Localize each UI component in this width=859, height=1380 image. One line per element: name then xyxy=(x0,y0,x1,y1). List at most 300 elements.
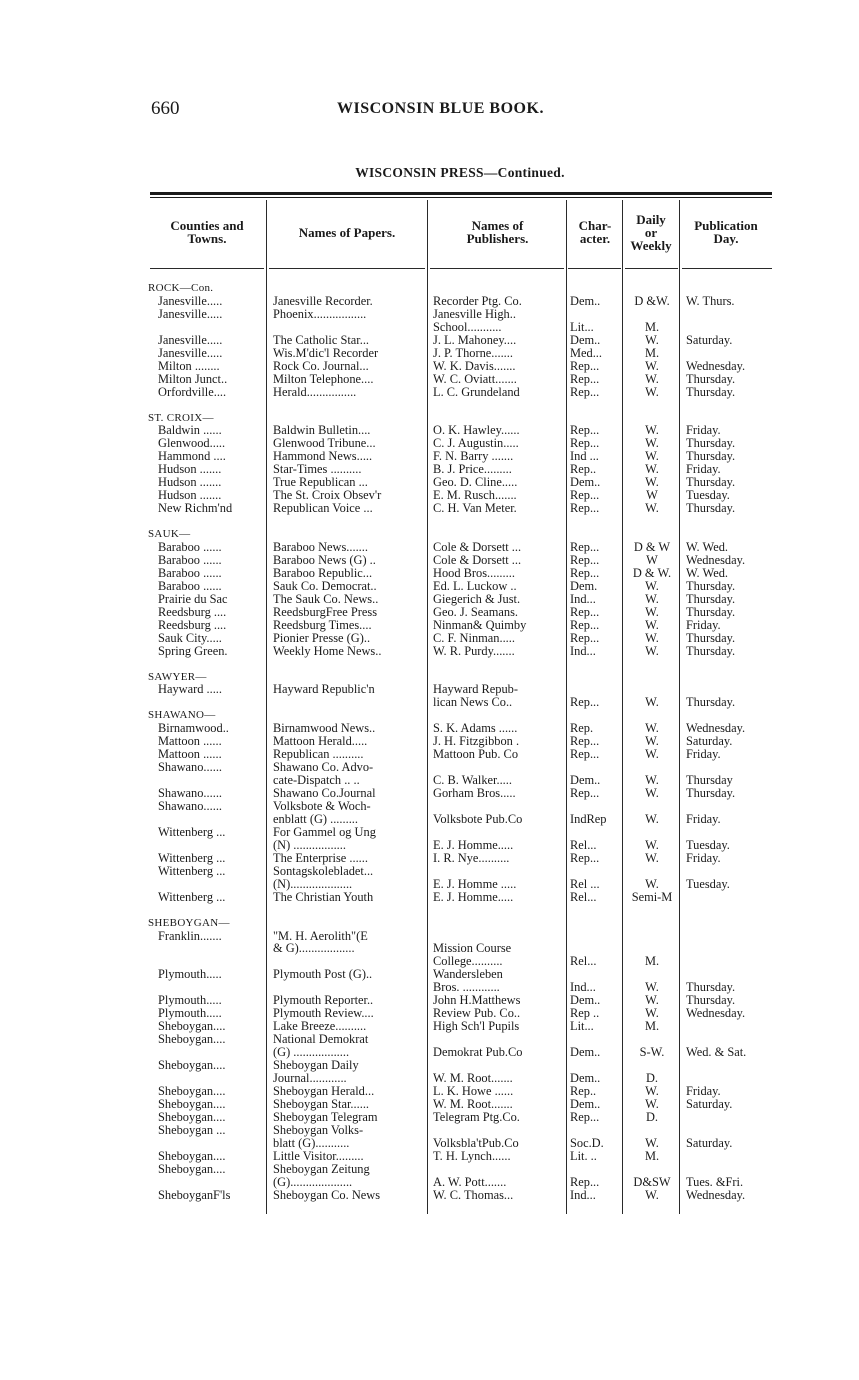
town-cell: Baldwin ...... xyxy=(158,424,222,438)
column-header-line: Counties and xyxy=(170,218,244,233)
publication-day-cell: Thursday. xyxy=(686,695,736,710)
publication-day-cell: Thursday. xyxy=(686,993,736,1008)
character-cell: Rep... xyxy=(570,696,600,710)
table-row xyxy=(0,334,859,347)
paper-name-cell: cate-Dispatch .. .. xyxy=(273,774,360,788)
table-row xyxy=(0,800,859,813)
publication-day-cell: Wednesday. xyxy=(686,1187,746,1202)
publication-day-cell: Thursday. xyxy=(686,475,736,490)
character-cell: Lit. .. xyxy=(570,1149,597,1163)
publisher-cell: Demokrat Pub.Co xyxy=(433,1046,523,1059)
publisher-cell: Hood Bros......... xyxy=(433,566,515,580)
frequency-cell: W. xyxy=(645,617,659,632)
paper-name-cell: The Sauk Co. News.. xyxy=(273,592,379,606)
publisher-cell: Wandersleben xyxy=(433,968,503,982)
publication-day-cell: Saturday. xyxy=(686,332,733,347)
publication-day-cell: Thursday. xyxy=(686,591,736,606)
publisher-cell: J. P. Thorne....... xyxy=(433,346,513,360)
frequency-cell: W. xyxy=(645,721,659,736)
publisher-cell: C. H. Van Meter. xyxy=(433,502,517,516)
publication-day-cell: W. Wed. xyxy=(686,565,729,580)
paper-name-cell: Sheboygan Star...... xyxy=(273,1097,370,1111)
frequency-cell: W xyxy=(646,552,658,567)
frequency-cell: W. xyxy=(645,643,659,658)
town-cell: Sheboygan ... xyxy=(158,1123,226,1137)
frequency-cell: W. xyxy=(645,734,659,749)
publication-day-cell: W. Wed. xyxy=(686,540,729,554)
table-row xyxy=(0,813,859,826)
table-row xyxy=(0,1020,859,1033)
town-cell: Shawano...... xyxy=(158,787,223,800)
town-cell: Baraboo ...... xyxy=(158,579,222,593)
table-row xyxy=(0,450,859,463)
town-cell: Wittenberg ... xyxy=(158,890,226,904)
frequency-cell: Semi-M xyxy=(631,889,673,904)
publication-day-cell: Tuesday. xyxy=(686,837,730,852)
publisher-cell: E. M. Rusch....... xyxy=(433,489,517,503)
frequency-cell: D & W. xyxy=(632,565,672,580)
town-cell: Sauk City..... xyxy=(158,631,222,645)
header-rule xyxy=(150,268,264,269)
town-cell: Janesville..... xyxy=(158,307,223,321)
character-cell: Rep... xyxy=(570,541,600,554)
town-cell: Plymouth..... xyxy=(158,994,222,1008)
paper-name-cell: ReedsburgFree Press xyxy=(273,605,378,619)
paper-name-cell: Glenwood Tribune... xyxy=(273,437,376,451)
county-heading: SHAWANO— xyxy=(148,709,216,722)
publication-day-cell: Friday. xyxy=(686,617,721,632)
column-header-line: acter. xyxy=(579,231,611,246)
character-cell: Rel... xyxy=(570,955,597,969)
character-cell: Rep... xyxy=(570,605,600,619)
publication-day-cell: Saturday. xyxy=(686,1096,733,1111)
book-title: WISCONSIN BLUE BOOK. xyxy=(337,100,544,117)
paper-name-cell: Baraboo Republic... xyxy=(273,566,373,580)
character-cell: Dem.. xyxy=(570,774,601,788)
town-cell: Wittenberg ... xyxy=(158,864,226,878)
character-cell: Rep... xyxy=(570,359,600,373)
character-cell: Rep... xyxy=(570,502,600,516)
publisher-cell: Geo. J. Seamans. xyxy=(433,605,518,619)
table-row xyxy=(0,891,859,904)
frequency-cell: W. xyxy=(645,501,659,516)
paper-name-cell: The Enterprise ...... xyxy=(273,851,368,865)
table-row xyxy=(0,606,859,619)
table-row xyxy=(0,1085,859,1098)
frequency-cell: W. xyxy=(645,980,659,995)
table-row xyxy=(0,515,859,528)
character-cell: Dem.. xyxy=(570,1046,601,1059)
table-row xyxy=(0,671,859,684)
table-row xyxy=(0,1150,859,1163)
paper-name-cell: Janesville Recorder. xyxy=(273,294,373,308)
character-cell: Rel ... xyxy=(570,877,600,891)
publication-day-cell: Thursday. xyxy=(686,371,736,386)
town-cell: Hudson ....... xyxy=(158,463,222,477)
table-row xyxy=(0,942,859,955)
frequency-cell: D. xyxy=(645,1070,659,1085)
publisher-cell: College.......... xyxy=(433,955,503,969)
character-cell: Ind... xyxy=(570,592,596,606)
header-rule xyxy=(430,268,564,269)
paper-name-cell: (N) ................. xyxy=(273,838,346,852)
character-cell: Lit... xyxy=(570,1020,594,1034)
paper-name-cell: enblatt (G) ......... xyxy=(273,812,358,826)
top-rule-thin xyxy=(150,197,772,198)
paper-name-cell: Sheboygan Co. News xyxy=(273,1188,381,1202)
character-cell: Med... xyxy=(570,346,603,360)
publication-day-cell: Thursday. xyxy=(686,436,736,451)
town-cell: Sheboygan.... xyxy=(158,1097,226,1111)
town-cell: Wittenberg ... xyxy=(158,851,226,865)
paper-name-cell: Sheboygan Herald... xyxy=(273,1084,375,1098)
character-cell: Rep... xyxy=(570,372,600,386)
paper-name-cell: Herald................ xyxy=(273,385,357,399)
town-cell: Milton Junct.. xyxy=(158,372,228,386)
paper-name-cell: Hammond News..... xyxy=(273,450,373,464)
column-header-line: Publication xyxy=(694,218,758,233)
publication-day-cell: Friday. xyxy=(686,747,721,762)
table-row xyxy=(0,1163,859,1176)
frequency-cell: W. xyxy=(645,332,659,347)
frequency-cell: W. xyxy=(645,578,659,593)
publication-day-cell: Thursday. xyxy=(686,630,736,645)
header-rule xyxy=(625,268,678,269)
column-header-papers xyxy=(268,226,426,239)
frequency-cell: W. xyxy=(645,384,659,399)
table-row xyxy=(0,1072,859,1085)
table-row xyxy=(0,295,859,308)
publisher-cell: Mission Course xyxy=(433,942,512,956)
table-row xyxy=(0,554,859,567)
town-cell: Milton ........ xyxy=(158,359,220,373)
frequency-cell: W. xyxy=(645,591,659,606)
publisher-cell: W. M. Root....... xyxy=(433,1071,513,1085)
frequency-cell: W. xyxy=(645,811,659,826)
frequency-cell: W. xyxy=(645,371,659,386)
paper-name-cell: Lake Breeze.......... xyxy=(273,1020,367,1034)
character-cell: Dem.. xyxy=(570,294,601,308)
table-row xyxy=(0,412,859,425)
publisher-cell: A. W. Pott....... xyxy=(433,1175,507,1189)
paper-name-cell: Rock Co. Journal... xyxy=(273,359,369,373)
character-cell: Rep... xyxy=(570,1110,600,1124)
publication-day-cell: Thursday. xyxy=(686,578,736,593)
character-cell: Rep.. xyxy=(570,1084,597,1098)
paper-name-cell: Baraboo News....... xyxy=(273,541,368,554)
column-header-line: Weekly xyxy=(630,238,672,253)
character-cell: Dem.. xyxy=(570,1097,601,1111)
frequency-cell: D&SW xyxy=(633,1174,671,1189)
character-cell: Rep... xyxy=(570,437,600,451)
frequency-cell: D & W xyxy=(633,540,671,554)
town-cell: Sheboygan.... xyxy=(158,1059,226,1072)
town-cell: Shawano...... xyxy=(158,800,223,813)
publication-day-cell: Thursday. xyxy=(686,449,736,464)
publication-day-cell: Wednesday. xyxy=(686,1006,746,1021)
table-row xyxy=(0,386,859,399)
column-header-daily-weekly xyxy=(623,213,679,252)
paper-name-cell: For Gammel og Ung xyxy=(273,825,376,839)
frequency-cell: M. xyxy=(644,345,660,360)
table-row xyxy=(0,1098,859,1111)
table-row xyxy=(0,567,859,580)
publisher-cell: W. K. Davis....... xyxy=(433,359,516,373)
frequency-cell: M. xyxy=(644,1148,660,1163)
publication-day-cell: Thursday. xyxy=(686,643,736,658)
table-row xyxy=(0,748,859,761)
paper-name-cell: The Christian Youth xyxy=(273,890,374,904)
table-row xyxy=(0,1007,859,1020)
character-cell: Lit... xyxy=(570,320,594,334)
character-cell: Dem. xyxy=(570,579,598,593)
town-cell: Baraboo ...... xyxy=(158,566,222,580)
publication-day-cell: Thursday. xyxy=(686,786,736,800)
character-cell: Rep... xyxy=(570,748,600,762)
frequency-cell: W. xyxy=(645,837,659,852)
publisher-cell: Ed. L. Luckow .. xyxy=(433,579,517,593)
town-cell: New Richm'nd xyxy=(158,502,233,516)
character-cell: Rep... xyxy=(570,618,600,632)
column-header-line: Towns. xyxy=(187,231,227,246)
table-row xyxy=(0,321,859,334)
table-row xyxy=(0,1111,859,1124)
character-cell: Rel... xyxy=(570,838,597,852)
publisher-cell: W. C. Oviatt....... xyxy=(433,372,517,386)
paper-name-cell: Star-Times .......... xyxy=(273,463,362,477)
frequency-cell: W. xyxy=(645,1096,659,1111)
frequency-cell: W. xyxy=(645,747,659,762)
frequency-cell: W. xyxy=(645,462,659,477)
table-row xyxy=(0,1176,859,1189)
publisher-cell: E. J. Homme ..... xyxy=(433,877,517,891)
publisher-cell: High Sch'l Pupils xyxy=(433,1020,520,1034)
publisher-cell: Telegram Ptg.Co. xyxy=(433,1110,520,1124)
publication-day-cell: Friday. xyxy=(686,811,721,826)
character-cell: Rep... xyxy=(570,851,600,865)
town-cell: Hayward ..... xyxy=(158,683,222,697)
column-header-character xyxy=(567,219,623,245)
table-row xyxy=(0,930,859,943)
table-row xyxy=(0,1059,859,1072)
character-cell: Rep. xyxy=(570,722,594,736)
town-cell: Reedsburg .... xyxy=(158,618,227,632)
frequency-cell: M. xyxy=(644,319,660,334)
paper-name-cell: Republican Voice ... xyxy=(273,502,373,516)
frequency-cell: M. xyxy=(644,1019,660,1034)
county-heading: SAWYER— xyxy=(148,670,207,683)
publication-day-cell: Wednesday. xyxy=(686,358,746,373)
town-cell: Hammond .... xyxy=(158,450,226,464)
table-row xyxy=(0,787,859,800)
town-cell: Plymouth..... xyxy=(158,968,222,982)
table-row xyxy=(0,696,859,709)
frequency-cell: W. xyxy=(645,630,659,645)
publisher-cell: Volksbote Pub.Co xyxy=(433,812,523,826)
town-cell: Mattoon ...... xyxy=(158,748,222,762)
paper-name-cell: Plymouth Post (G).. xyxy=(273,968,373,982)
publisher-cell: B. J. Price......... xyxy=(433,463,512,477)
character-cell: Dem.. xyxy=(570,994,601,1008)
character-cell: Ind... xyxy=(570,1188,596,1202)
character-cell: Rep.. xyxy=(570,463,597,477)
publisher-cell: lican News Co.. xyxy=(433,696,513,710)
character-cell: Rep... xyxy=(570,385,600,399)
table-row xyxy=(0,580,859,593)
publisher-cell: Ninman& Quimby xyxy=(433,618,527,632)
table-row xyxy=(0,904,859,917)
paper-name-cell: True Republican ... xyxy=(273,476,368,490)
table-row xyxy=(0,865,859,878)
table-row xyxy=(0,360,859,373)
publisher-cell: Geo. D. Cline..... xyxy=(433,476,518,490)
publisher-cell: C. J. Augustin..... xyxy=(433,437,519,451)
publication-day-cell: Friday. xyxy=(686,423,721,438)
paper-name-cell: "M. H. Aerolith"(E xyxy=(273,929,368,943)
publisher-cell: J. L. Mahoney.... xyxy=(433,333,517,347)
column-header-line: Day. xyxy=(713,231,739,246)
publisher-cell: Mattoon Pub. Co xyxy=(433,748,519,762)
frequency-cell: W. xyxy=(645,993,659,1008)
paper-name-cell: Weekly Home News.. xyxy=(273,644,382,658)
publication-day-cell: Tuesday. xyxy=(686,876,730,891)
publisher-cell: S. K. Adams ...... xyxy=(433,722,518,736)
table-row xyxy=(0,839,859,852)
paper-name-cell: Sontagskolebladet... xyxy=(273,864,374,878)
table-row xyxy=(0,308,859,321)
publisher-cell: L. K. Howe ...... xyxy=(433,1084,514,1098)
publication-day-cell: Friday. xyxy=(686,462,721,477)
publisher-cell: Bros. ............ xyxy=(433,981,500,995)
character-cell: Ind ... xyxy=(570,450,599,464)
publisher-cell: Giegerich & Just. xyxy=(433,592,521,606)
frequency-cell: W. xyxy=(645,358,659,373)
town-cell: Wittenberg ... xyxy=(158,825,226,839)
town-cell: Janesville..... xyxy=(158,294,223,308)
publication-day-cell: W. Thurs. xyxy=(686,293,735,308)
table-row xyxy=(0,593,859,606)
paper-name-cell: Volksbote & Woch- xyxy=(273,800,371,813)
publication-day-cell: Wed. & Sat. xyxy=(686,1045,747,1059)
frequency-cell: W. xyxy=(645,850,659,865)
publisher-cell: C. B. Walker..... xyxy=(433,774,512,788)
table-row xyxy=(0,852,859,865)
paper-name-cell: Wis.M'dic'l Recorder xyxy=(273,346,379,360)
town-cell: Franklin....... xyxy=(158,929,222,943)
table-row xyxy=(0,619,859,632)
table-row xyxy=(0,826,859,839)
table-row xyxy=(0,399,859,412)
county-heading: ST. CROIX— xyxy=(148,411,214,424)
paper-name-cell: Republican .......... xyxy=(273,748,364,762)
paper-name-cell: Little Visitor......... xyxy=(273,1149,364,1163)
frequency-cell: M. xyxy=(644,954,660,969)
town-cell: Plymouth..... xyxy=(158,1007,222,1021)
town-cell: Baraboo ...... xyxy=(158,553,222,567)
table-row xyxy=(0,735,859,748)
publisher-cell: Cole & Dorsett ... xyxy=(433,553,522,567)
publisher-cell: T. H. Lynch...... xyxy=(433,1149,511,1163)
character-cell: Rep... xyxy=(570,566,600,580)
paper-name-cell: Sheboygan Daily xyxy=(273,1059,359,1072)
header-rule xyxy=(269,268,425,269)
column-header-counties xyxy=(150,219,264,245)
publication-day-cell: Thursday. xyxy=(686,980,736,995)
frequency-cell: W xyxy=(646,488,658,503)
county-heading: ROCK—Con. xyxy=(148,282,214,294)
paper-name-cell: The Catholic Star... xyxy=(273,333,370,347)
town-cell: Sheboygan.... xyxy=(158,1149,226,1163)
table-row xyxy=(0,878,859,891)
publisher-cell: Hayward Repub- xyxy=(433,683,518,697)
character-cell: Ind... xyxy=(570,644,596,658)
publisher-cell: John H.Matthews xyxy=(433,994,521,1008)
publisher-cell: W. R. Purdy....... xyxy=(433,644,515,658)
publication-day-cell: Thursday. xyxy=(686,604,736,619)
town-cell: Janesville..... xyxy=(158,333,223,347)
top-rule-thick xyxy=(150,192,772,195)
publication-day-cell: Thursday xyxy=(686,773,733,788)
publication-day-cell: Saturday. xyxy=(686,734,733,749)
column-header-line: or xyxy=(644,225,658,240)
table-row xyxy=(0,658,859,671)
column-header-line: Names of Papers. xyxy=(298,225,396,240)
town-cell: Spring Green. xyxy=(158,644,228,658)
frequency-cell: D &W. xyxy=(634,293,670,308)
paper-name-cell: Mattoon Herald..... xyxy=(273,735,368,749)
frequency-cell: W. xyxy=(645,604,659,619)
table-row xyxy=(0,1189,859,1202)
publisher-cell: Janesville High.. xyxy=(433,307,516,321)
paper-name-cell: Hayward Republic'n xyxy=(273,683,375,697)
paper-name-cell: Plymouth Reporter.. xyxy=(273,994,374,1008)
paper-name-cell: Shawano Co.Journal xyxy=(273,787,376,800)
character-cell: Rep... xyxy=(570,735,600,749)
town-cell: Baraboo ...... xyxy=(158,541,222,554)
table-row xyxy=(0,476,859,489)
character-cell: Dem.. xyxy=(570,1071,601,1085)
paper-name-cell: Shawano Co. Advo- xyxy=(273,761,374,775)
table-row xyxy=(0,502,859,515)
publisher-cell: Volksbla'tPub.Co xyxy=(433,1136,519,1150)
publisher-cell: Gorham Bros..... xyxy=(433,787,516,800)
character-cell: Dem.. xyxy=(570,476,601,490)
frequency-cell: S-W. xyxy=(639,1045,665,1059)
paper-name-cell: Birnamwood News.. xyxy=(273,722,376,736)
town-cell: SheboyganF'ls xyxy=(158,1188,231,1202)
paper-name-cell: Pionier Presse (G).. xyxy=(273,631,371,645)
column-header-publication-day xyxy=(680,219,772,245)
table-row xyxy=(0,528,859,541)
town-cell: Glenwood..... xyxy=(158,437,226,451)
paper-name-cell: blatt (G)........... xyxy=(273,1136,350,1150)
frequency-cell: D. xyxy=(645,1109,659,1124)
paper-name-cell: & G).................. xyxy=(273,942,355,956)
publication-day-cell: Thursday. xyxy=(686,384,736,399)
character-cell: Rep... xyxy=(570,489,600,503)
column-header-line: Publishers. xyxy=(466,231,529,246)
publisher-cell: W. C. Thomas... xyxy=(433,1188,514,1202)
town-cell: Sheboygan.... xyxy=(158,1110,226,1124)
town-cell: Shawano...... xyxy=(158,761,223,775)
character-cell: Rep... xyxy=(570,787,600,800)
frequency-cell: W. xyxy=(645,1083,659,1098)
publication-day-cell: Wednesday. xyxy=(686,552,746,567)
frequency-cell: W. xyxy=(645,423,659,438)
publisher-cell: F. N. Barry ....... xyxy=(433,450,514,464)
header-rule xyxy=(568,268,621,269)
publisher-cell: I. R. Nye.......... xyxy=(433,851,510,865)
